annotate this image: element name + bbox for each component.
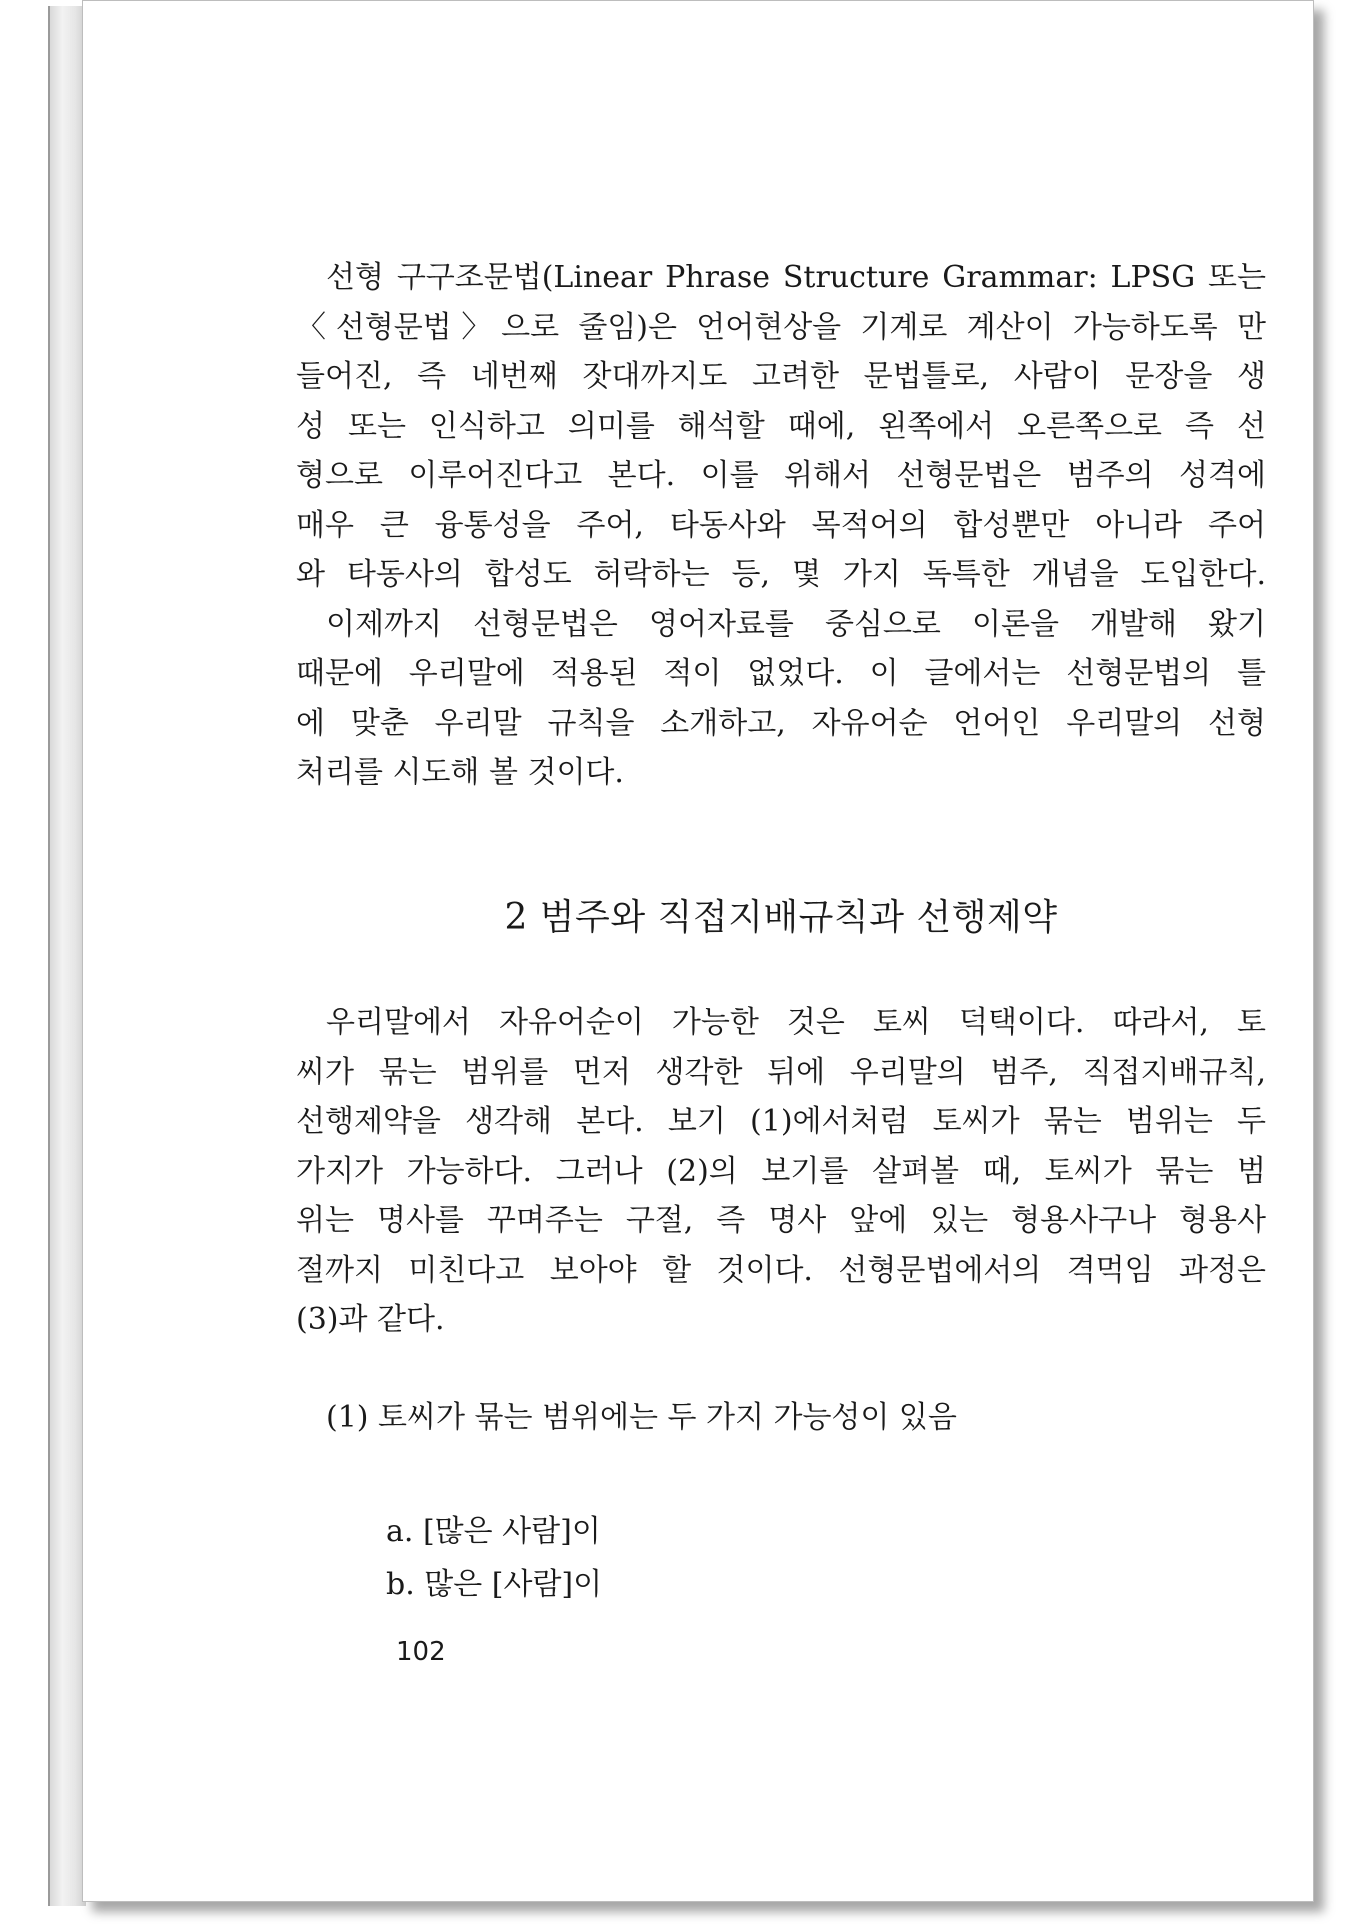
example-item-a: a. [많은 사람]이	[386, 1514, 601, 1549]
example-item-b: b. 많은 [사람]이	[386, 1567, 603, 1602]
text-line: 들어진, 즉 네번째 잣대까지도 고려한 문법틀로, 사람이 문장을 생	[296, 359, 1266, 394]
section-heading: 2 범주와 직접지배규칙과 선행제약	[504, 897, 1058, 938]
page-content	[296, 253, 1266, 1602]
page-number: 102	[396, 1637, 446, 1667]
text-line: 처리를 시도해 볼 것이다.	[296, 755, 624, 790]
text-line: 매우 큰 융통성을 주어, 타동사와 목적어의 합성뿐만 아니라 주어	[296, 507, 1266, 543]
text-line: 이제까지 선형문법은 영어자료를 중심으로 이론을 개발해 왔기	[326, 606, 1266, 642]
intro-paragraph	[296, 253, 1266, 798]
text-line: 위는 명사를 꾸며주는 구절, 즉 명사 앞에 있는 형용사구나 형용사	[296, 1203, 1266, 1238]
text-line: 에 맞춘 우리말 규칙을 소개하고, 자유어순 언어인 우리말의 선형	[296, 705, 1266, 741]
text-line: 와 타동사의 합성도 허락하는 등, 몇 가지 독특한 개념을 도입한다.	[296, 557, 1266, 592]
text-line: 성 또는 인식하고 의미를 해석할 때에, 왼쪽에서 오른쪽으로 즉 선	[296, 408, 1266, 444]
book-page	[82, 0, 1314, 1902]
book	[48, 0, 1340, 1926]
page-edge	[48, 6, 86, 1906]
text-line: (3)과 같다.	[296, 1302, 445, 1337]
text-line: 때문에 우리말에 적용된 적이 없었다. 이 글에서는 선형문법의 틀	[296, 656, 1266, 691]
example-items	[386, 1505, 1266, 1611]
example-label: (1) 토씨가 묶는 범위에는 두 가지 가능성이 있음	[326, 1400, 957, 1435]
text-line: 형으로 이루어진다고 본다. 이를 위해서 선형문법은 범주의 성격에	[296, 458, 1266, 493]
text-line: 〈선형문법〉으로 줄임)은 언어현상을 기계로 계산이 가능하도록 만	[296, 309, 1266, 345]
text-line: 절까지 미친다고 보아야 할 것이다. 선형문법에서의 격먹임 과정은	[296, 1252, 1266, 1288]
text-line: 우리말에서 자유어순이 가능한 것은 토씨 덕택이다. 따라서, 토	[326, 1005, 1266, 1040]
text-line: 씨가 묶는 범위를 먼저 생각한 뒤에 우리말의 범주, 직접지배규칙,	[296, 1054, 1266, 1090]
text-line: 선행제약을 생각해 본다. 보기 (1)에서처럼 토씨가 묶는 범위는 두	[296, 1104, 1266, 1139]
body-paragraph	[296, 998, 1266, 1345]
text-line: 선형 구구조문법(Linear Phrase Structure Grammar: LPSG 또는	[326, 260, 1266, 295]
body-paragraph-wrap	[296, 998, 1266, 1345]
text-line: 가지가 가능하다. 그러나 (2)의 보기를 살펴볼 때, 토씨가 묶는 범	[296, 1153, 1266, 1189]
